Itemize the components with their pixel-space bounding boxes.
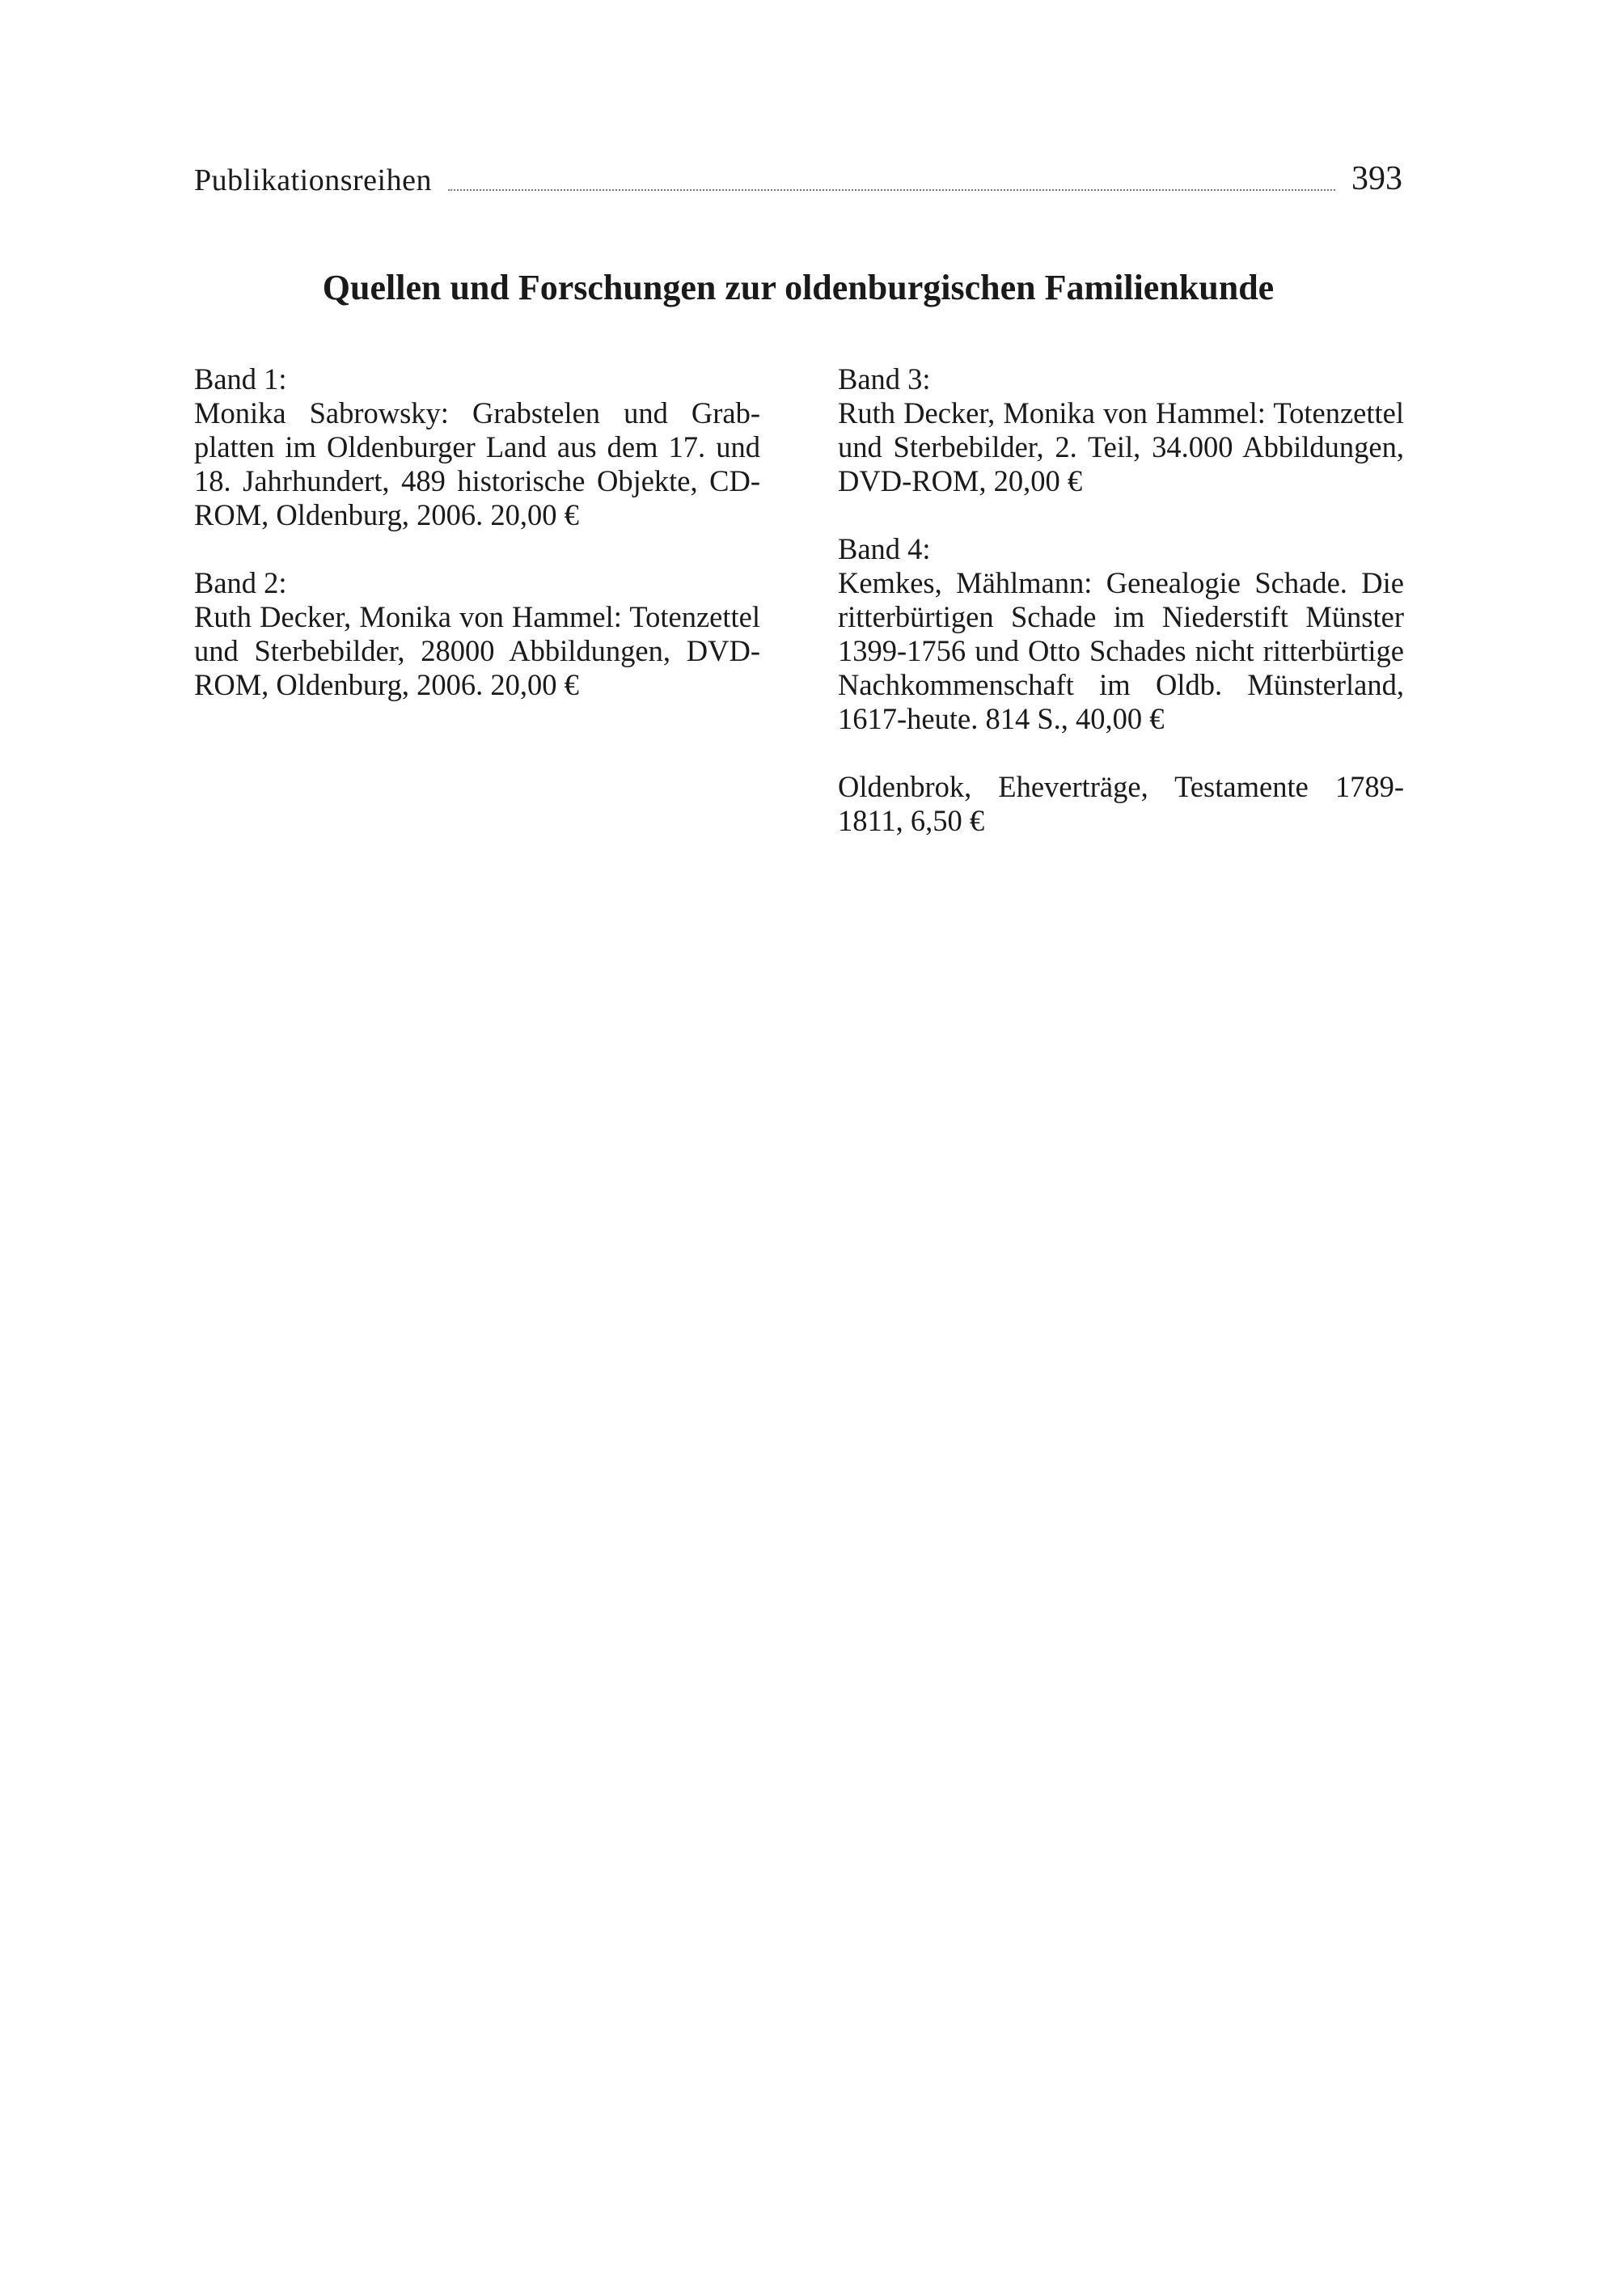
- entry-band-1: [194, 362, 760, 532]
- section-title: Quellen und Forschungen zur oldenburgischen Familienkunde: [322, 268, 1275, 307]
- entry-label: Band 1:: [194, 362, 287, 396]
- page-number: 393: [1351, 160, 1402, 197]
- entry-band-3: [838, 362, 1404, 498]
- entry-text: Ruth Decker, Monika von Hammel: Totenzettel und Sterbebilder, 2. Teil, 34.000 Abbildungen, DVD-ROM, 20,00 €: [838, 396, 1404, 497]
- right-column: [838, 362, 1404, 872]
- entry-label: Band 4:: [838, 532, 931, 565]
- entry-text: Monika Sabrowsky: Grabstelen und Grabplatten im Oldenburger Land aus dem 17. und 18. Jahrhundert, 489 historische Objekte, CD-ROM, Oldenburg, 2006. 20,00 €: [194, 396, 760, 531]
- entry-text: Kemkes, Mählmann: Genealogie Schade. Die ritterbürtigen Schade im Niederstift Münster 1399-1756 und Otto Schades nicht ritterbürtige Nachkommenschaft im Oldb. Münsterland, 1617-heute. 814 S., 40,00 €: [838, 566, 1404, 735]
- left-column: [194, 362, 760, 736]
- entry-text: Ruth Decker, Monika von Hammel: Totenzettel und Sterbebilder, 28000 Abbildungen, DVD-ROM, Oldenburg, 2006. 20,00 €: [194, 600, 760, 701]
- header-dotted-rule: [448, 189, 1335, 191]
- entry-band-2: [194, 566, 760, 702]
- entry-band-4: [838, 532, 1404, 736]
- entry-label: Band 3:: [838, 362, 931, 396]
- entry-text: Oldenbrok, Eheverträge, Testamente 1789-1811, 6,50 €: [838, 770, 1404, 837]
- running-header-section: Publikationsreihen: [194, 163, 432, 197]
- entry-oldenbrok: [838, 770, 1404, 838]
- running-header: [194, 150, 1402, 196]
- entry-label: Band 2:: [194, 566, 287, 599]
